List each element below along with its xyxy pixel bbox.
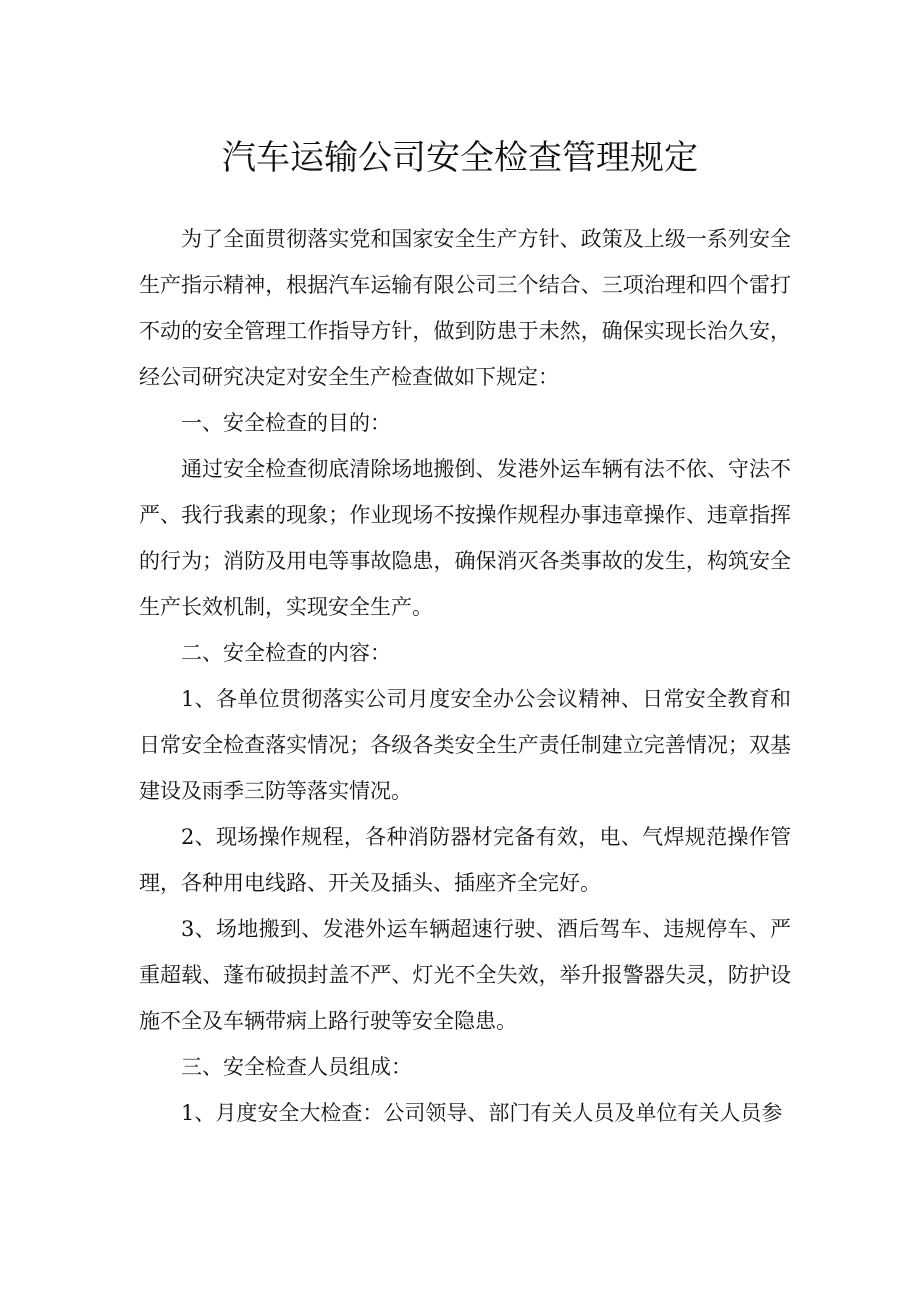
paragraph-intro: 为了全面贯彻落实党和国家安全生产方针、政策及上级一系列安全生产指示精神，根据汽车运输有限公司三个结合、三项治理和四个雷打不动的安全管理工作指导方针，做到防患于未然，确保实现长治久安，经公司研究决定对安全生产检查做如下规定： [139,227,791,389]
document-title: 汽车运输公司安全检查管理规定 [222,138,698,178]
section-heading-personnel: 三、安全检查人员组成： [181,1055,412,1079]
document-body [139,216,791,1136]
paragraph-purpose: 通过安全检查彻底清除场地搬倒、发港外运车辆有法不依、守法不严、我行我素的现象；作业现场不按操作规程办事违章操作、违章指挥的行为；消防及用电等事故隐患，确保消灭各类事故的发生，构筑安全生产长效机制，实现安全生产。 [139,457,791,619]
content-item-2: 2、现场操作规程，各种消防器材完备有效，电、气焊规范操作管理，各种用电线路、开关及插头、插座齐全完好。 [139,825,791,895]
personnel-item-1: 1、月度安全大检查：公司领导、部门有关人员及单位有关人员参 [181,1101,783,1125]
section-heading-purpose: 一、安全检查的目的： [181,411,391,435]
content-item-1: 1、各单位贯彻落实公司月度安全办公会议精神、日常安全教育和日常安全检查落实情况；各级各类安全生产责任制建立完善情况；双基建设及雨季三防等落实情况。 [139,687,791,803]
section-heading-content: 二、安全检查的内容： [181,641,391,665]
content-item-3: 3、场地搬到、发港外运车辆超速行驶、酒后驾车、违规停车、严重超载、蓬布破损封盖不严、灯光不全失效，举升报警器失灵，防护设施不全及车辆带病上路行驶等安全隐患。 [139,917,791,1033]
